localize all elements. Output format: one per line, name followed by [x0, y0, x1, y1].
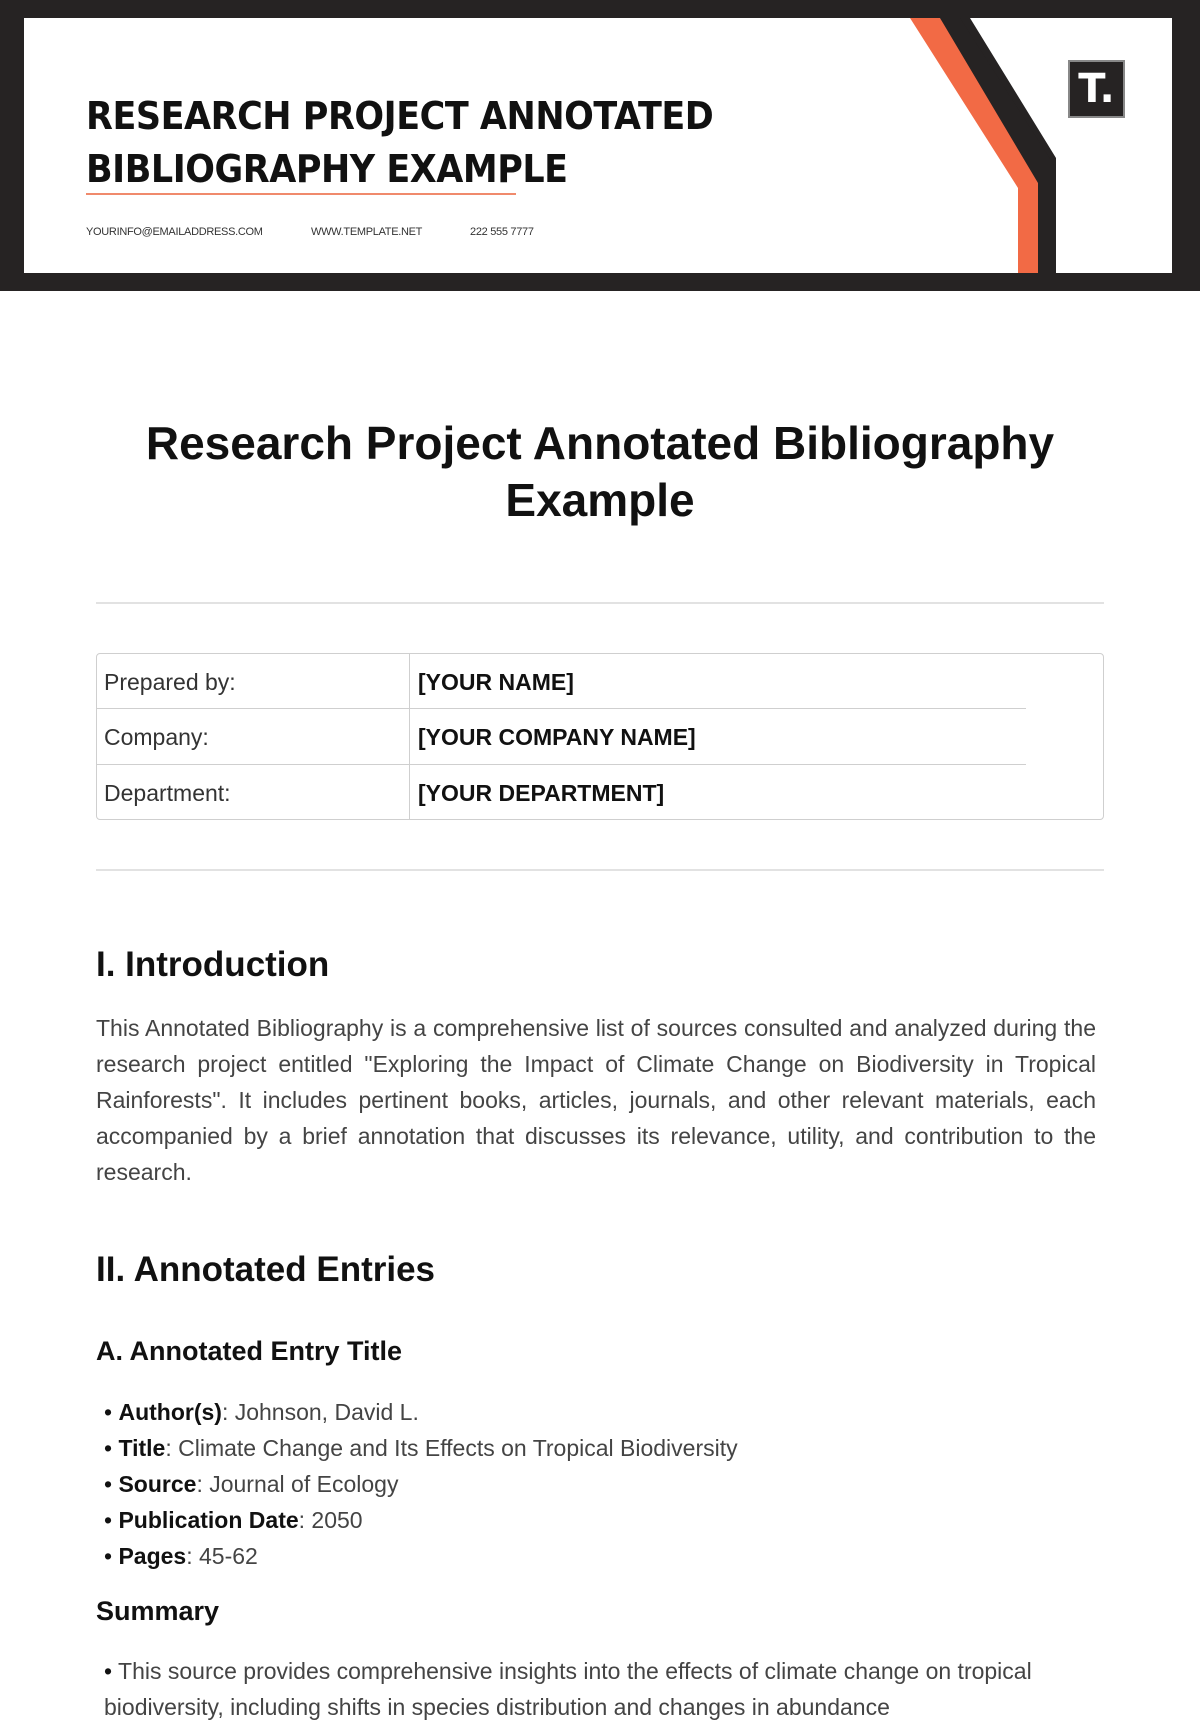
intro-paragraph: This Annotated Bibliography is a comprehensive list of sources consulted and analyzed during the research project entitled "Exploring the Impact of Climate Change on Biodiversity in Tropical Rainforests". It includes pertinent books, articles, journals, and other relevant materials, each accompanied by a brief annotation that discusses its relevance, utility, and contribution to the research. [96, 1015, 1096, 1185]
list-item: • This source provides comprehensive insights into the effects of climate change on tropical biodiversity, including shifts in species distribution and changes in abundance [104, 1653, 1064, 1725]
label: Department: [104, 780, 231, 806]
list-item: • Publication Date: 2050 [104, 1502, 738, 1538]
list-item: • Title: Climate Change and Its Effects on Tropical Biodiversity [104, 1430, 738, 1466]
phone: 222 555 7777 [470, 226, 534, 238]
list-item: • Pages: 45-62 [104, 1538, 738, 1574]
list-item: • Source: Journal of Ecology [104, 1466, 738, 1502]
list-item: • Author(s): Johnson, David L. [104, 1394, 738, 1430]
value: [YOUR DEPARTMENT] [418, 780, 665, 806]
title-underline [86, 193, 516, 195]
entry-title: A. Annotated Entry Title [96, 1336, 403, 1366]
table-row [97, 765, 1103, 820]
table-row [97, 654, 1103, 709]
value: [YOUR NAME] [418, 669, 574, 695]
label: Prepared by: [104, 669, 236, 695]
header-banner [0, 0, 1200, 291]
divider [96, 869, 1104, 871]
intro-heading: I. Introduction [96, 945, 330, 984]
email: YOURINFO@EMAILADDRESS.COM [86, 226, 263, 238]
entry-fields [104, 1394, 738, 1574]
info-table [96, 653, 1104, 820]
summary-list [104, 1653, 1064, 1725]
logo: T. [1068, 60, 1125, 118]
page-title: Research Project Annotated Bibliography Example [145, 417, 1055, 526]
header-title: RESEARCH PROJECT ANNOTATED BIBLIOGRAPHY EXAMPLE [86, 94, 714, 191]
entries-heading: II. Annotated Entries [96, 1250, 436, 1289]
summary-heading: Summary [96, 1596, 220, 1626]
label: Company: [104, 724, 209, 750]
website: WWW.TEMPLATE.NET [311, 226, 423, 238]
divider [96, 602, 1104, 604]
value: [YOUR COMPANY NAME] [418, 724, 696, 750]
table-row [97, 709, 1103, 764]
